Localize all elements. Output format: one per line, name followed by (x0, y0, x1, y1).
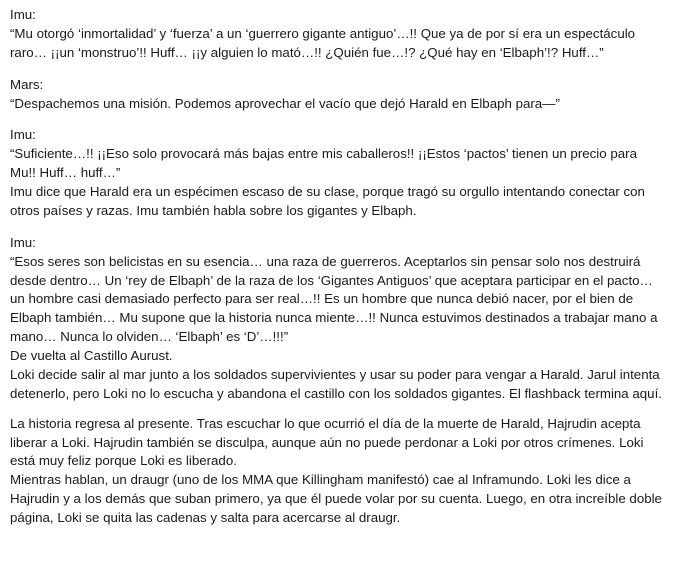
narration-paragraph-3: Loki decide salir al mar junto a los soldados supervivientes y usar su poder para vengar a Harald. Jarul intenta detenerlo, pero Loki no lo escucha y abandona el castillo con los soldados gigantes. El flashback termina aquí. (10, 366, 662, 401)
dialogue-quote-imu-3: “Esos seres son belicistas en su esencia… una raza de guerreros. Aceptarlos sin pensar solo nos destruirá desde dentro… Un ‘rey de Elbaph’ de la raza de los ‘Gigantes Antiguos’ que aceptara participar en el pacto… un hombre casi demasiado perfecto para ser real…!! Es un hombre que nunca debió nacer, por el bien de Elbaph también… Mu supone que la historia nunca miente…!! Nunca estuvimos destinados a trabajar mano a mano… Nunca lo olviden… ‘Elbaph’ es ‘D’…!!!” (10, 253, 658, 345)
narration-paragraph-4: La historia regresa al presente. Tras escuchar lo que ocurrió el día de la muerte de Harald, Hajrudin acepta liberar a Loki. Hajrudin también se disculpa, aunque aún no puede perdonar a Loki por otros crímenes. Loki está muy feliz porque Loki es liberado. (10, 415, 644, 469)
dialogue-quote-imu-1: “Mu otorgó ‘inmortalidad’ y ‘fuerza’ a un ‘guerrero gigante antiguo’…!! Que ya de por sí era un espectáculo raro… ¡¡un ‘monstruo’!! Huff… ¡¡y alguien lo mató…!! ¿Quién fue…!? ¿Qué hay en ‘Elbaph’!? Huff…” (10, 25, 636, 60)
speaker-label-mars: Mars: (10, 76, 44, 92)
spacer (10, 221, 663, 234)
narration-paragraph-2: De vuelta al Castillo Aurust. (10, 348, 173, 363)
narration-paragraph-1: Imu dice que Harald era un espécimen escaso de su clase, porque tragó su orgullo intentando conectar con otros países y razas. Imu también habla sobre los gigantes y Elbaph. (10, 184, 645, 218)
speaker-label-imu-3: Imu: (10, 234, 36, 250)
spacer (10, 113, 663, 126)
dialogue-quote-mars: “Despachemos una misión. Podemos aprovechar el vacío que dejó Harald en Elbaph para—” (10, 95, 560, 111)
spacer (10, 63, 663, 76)
speaker-label-imu-1: Imu: (10, 7, 36, 22)
narration-paragraph-5: Mientras hablan, un draugr (uno de los MMA que Killingham manifestó) cae al Inframundo. Loki les dice a Hajrudin y a los demás que suban primero, ya que él puede volar por su cuenta. Luego, en otra increíble doble página, Loki se quita las cadenas y salta para acercarse al draugr. (10, 472, 662, 525)
spacer (10, 404, 663, 415)
dialogue-quote-imu-2: “Suficiente…!! ¡¡Eso solo provocará más bajas entre mis caballeros!! ¡¡Estos ‘pactos’ tienen un precio para Mu!! Huff… huff…” (10, 146, 637, 181)
speaker-label-imu-2: Imu: (10, 127, 36, 143)
